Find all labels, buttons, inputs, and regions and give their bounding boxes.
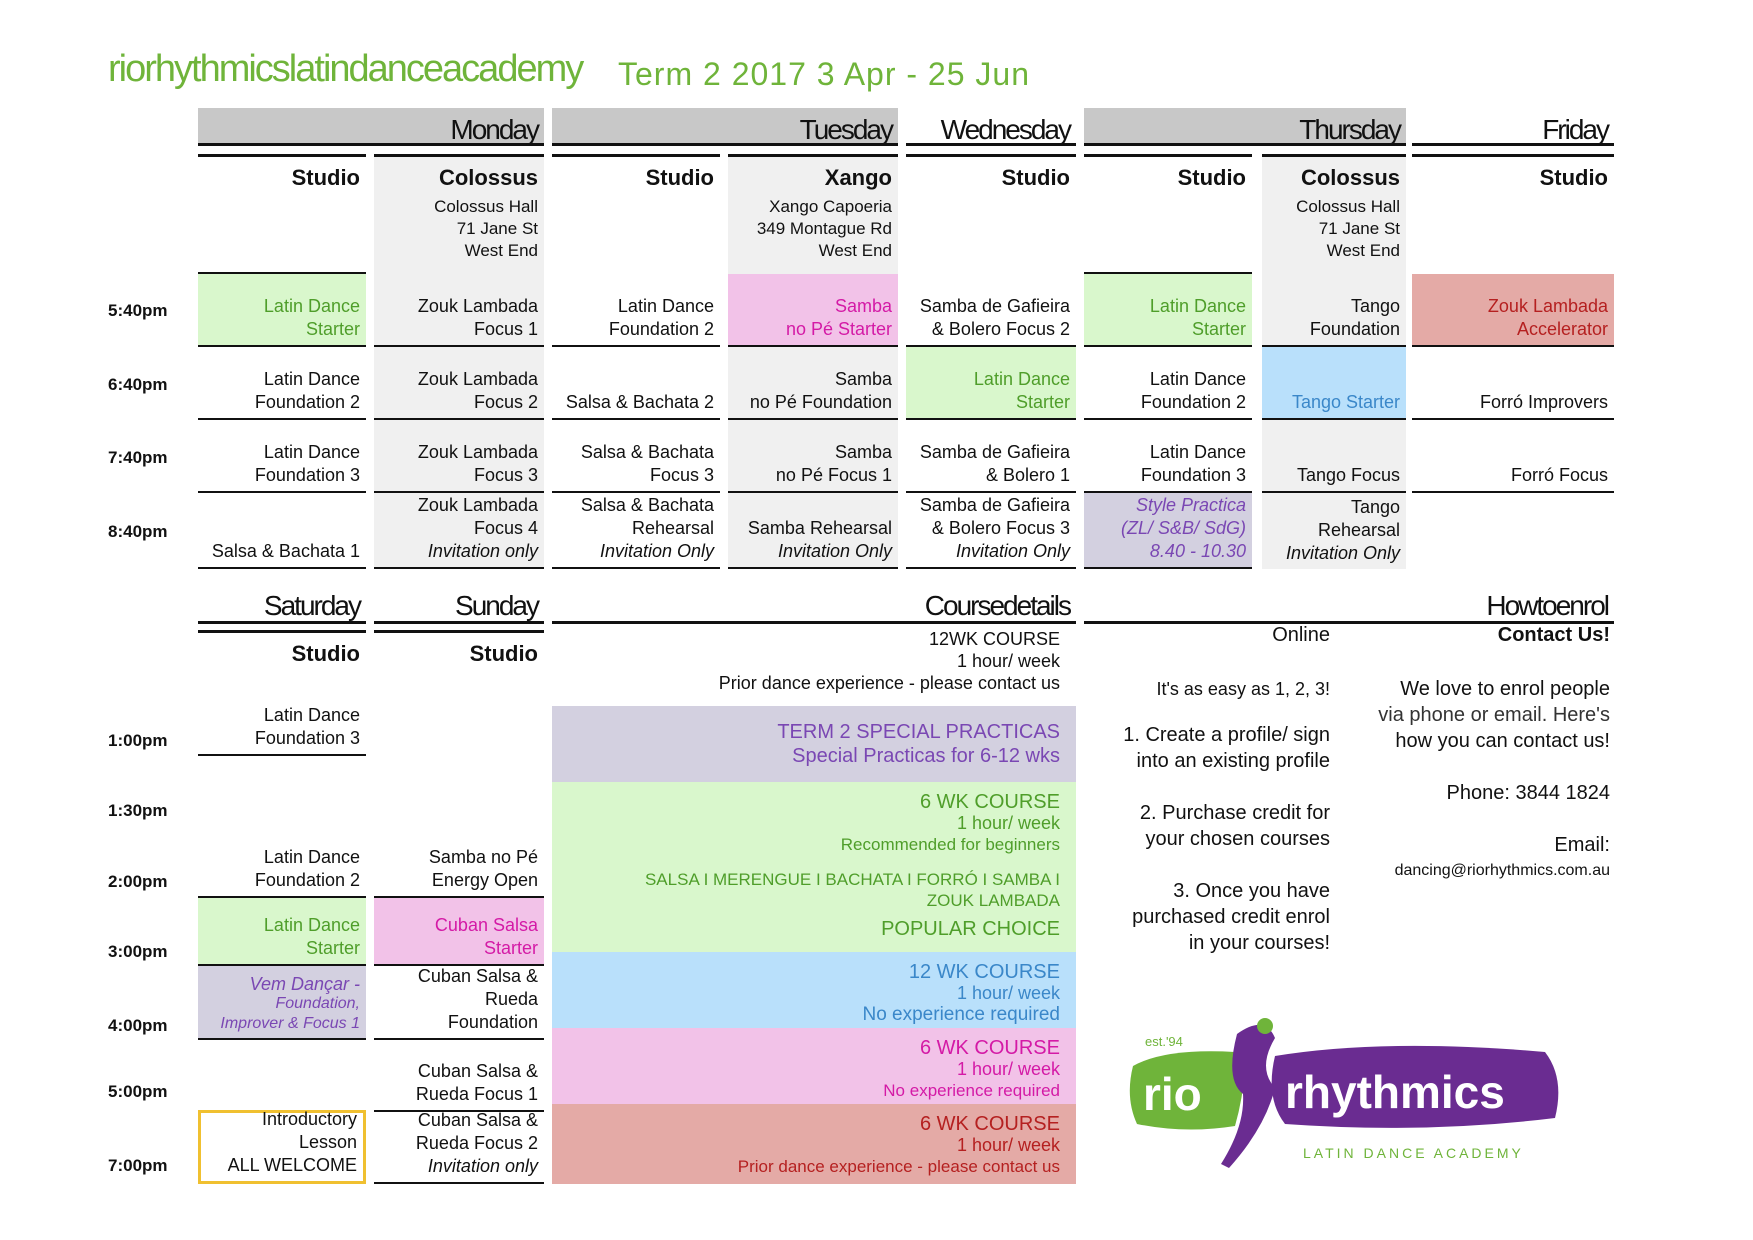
class-cell bbox=[374, 347, 544, 420]
time-label: 3:00pm bbox=[108, 942, 168, 961]
logo-est: est.'94 bbox=[1145, 1034, 1183, 1049]
class-level: Foundation 2 bbox=[254, 392, 360, 412]
class-level: Focus 4 bbox=[473, 518, 538, 538]
class-cell bbox=[198, 700, 366, 756]
class-note: ALL WELCOME bbox=[227, 1155, 357, 1175]
class-name: Zouk Lambada bbox=[417, 495, 538, 515]
course-title: 6 WK COURSE bbox=[919, 1037, 1060, 1059]
enrol-contact-info bbox=[1330, 676, 1610, 884]
class-cell bbox=[198, 272, 366, 347]
day-header-wednesday: Wednesday bbox=[906, 108, 1076, 146]
class-name: Salsa & Bachata bbox=[580, 495, 714, 515]
class-cell bbox=[906, 493, 1076, 569]
class-cell bbox=[728, 420, 898, 493]
class-name: Zouk Lambada bbox=[417, 369, 538, 389]
enrol-line: 1. Create a profile/ sign bbox=[1123, 724, 1330, 746]
course-note: Recommended for beginners bbox=[840, 835, 1060, 854]
class-name: Salsa & Bachata 2 bbox=[565, 392, 714, 412]
course-12wk-prior bbox=[552, 628, 1060, 694]
class-cell bbox=[552, 274, 720, 347]
class-name: Cuban Salsa & bbox=[417, 1061, 538, 1081]
class-cell bbox=[374, 274, 544, 347]
course-hours: 1 hour/ week bbox=[956, 1059, 1060, 1079]
class-name: Latin Dance bbox=[1149, 442, 1246, 462]
class-cell bbox=[906, 420, 1076, 493]
venue-thu-colossus bbox=[1262, 192, 1406, 274]
class-cell bbox=[728, 347, 898, 420]
class-cell bbox=[374, 1110, 544, 1184]
day-header-sunday: Sunday bbox=[374, 584, 544, 624]
class-level: & Bolero Focus 2 bbox=[931, 319, 1070, 339]
class-name: Latin Dance bbox=[1149, 369, 1246, 389]
col-head-tue-xango: Xango bbox=[728, 154, 898, 192]
class-cell bbox=[198, 347, 366, 420]
class-level: no Pé Focus 1 bbox=[775, 465, 892, 485]
class-name: Cuban Salsa & bbox=[417, 1110, 538, 1130]
time-label: 8:40pm bbox=[108, 522, 168, 541]
class-cell bbox=[1084, 347, 1252, 420]
course-styles: ZOUK LAMBADA bbox=[926, 891, 1060, 910]
class-cell bbox=[374, 840, 544, 896]
day-header-thursday: Thursday bbox=[1084, 108, 1406, 146]
enrol-line: We love to enrol people bbox=[1400, 678, 1610, 700]
class-note: 8.40 - 10.30 bbox=[1149, 541, 1246, 561]
class-cell bbox=[1262, 274, 1406, 347]
class-cell bbox=[1262, 493, 1406, 569]
time-label: 7:00pm bbox=[108, 1156, 168, 1175]
class-level: Foundation 2 bbox=[608, 319, 714, 339]
time-label: 4:00pm bbox=[108, 1016, 168, 1035]
class-level: Foundation, bbox=[275, 995, 360, 1012]
class-cell bbox=[728, 493, 898, 569]
class-level: Accelerator bbox=[1516, 319, 1608, 339]
enrol-line: into an existing profile bbox=[1136, 750, 1330, 772]
course-6wk-prior bbox=[552, 1104, 1076, 1184]
course-hours: 1 hour/ week bbox=[956, 813, 1060, 833]
venue-line: 71 Jane St bbox=[456, 219, 538, 238]
enrol-online-title: Online bbox=[1272, 624, 1330, 646]
venue-line: Colossus Hall bbox=[434, 197, 538, 216]
class-cell bbox=[1412, 347, 1614, 420]
venue-tue-xango bbox=[728, 192, 898, 274]
class-level: no Pé Starter bbox=[785, 319, 892, 339]
class-name: Latin Dance bbox=[973, 369, 1070, 389]
class-cell bbox=[374, 896, 544, 966]
class-level: Focus 2 bbox=[473, 392, 538, 412]
course-note: No experience required bbox=[862, 1004, 1060, 1025]
col-head-thu-studio: Studio bbox=[1084, 154, 1252, 192]
class-cell bbox=[1412, 274, 1614, 347]
email-label: Email: bbox=[1554, 834, 1610, 856]
class-level: & Bolero 1 bbox=[985, 465, 1070, 485]
class-note: Foundation bbox=[447, 1012, 538, 1032]
class-name: Samba de Gafieira bbox=[919, 495, 1070, 515]
course-hours: 1 hour/ week bbox=[956, 1135, 1060, 1155]
course-tag: POPULAR CHOICE bbox=[881, 918, 1060, 940]
enrol-online-steps bbox=[1084, 676, 1330, 956]
class-cell bbox=[198, 420, 366, 493]
class-level: Foundation 3 bbox=[254, 728, 360, 748]
time-label: 5:00pm bbox=[108, 1082, 168, 1101]
class-cell bbox=[1084, 272, 1252, 347]
class-level: Foundation 2 bbox=[1140, 392, 1246, 412]
venue-mon-colossus bbox=[374, 192, 544, 274]
class-level: Lesson bbox=[298, 1132, 357, 1152]
class-cell bbox=[1262, 420, 1406, 493]
venue-line: Colossus Hall bbox=[1296, 197, 1400, 216]
class-level: Starter bbox=[483, 938, 538, 958]
class-name: Samba bbox=[834, 442, 892, 462]
enrol-line: your chosen courses bbox=[1145, 828, 1330, 850]
class-level: Focus 1 bbox=[473, 319, 538, 339]
enrol-line: 2. Purchase credit for bbox=[1139, 802, 1330, 824]
class-cell bbox=[728, 274, 898, 347]
enrol-line: how you can contact us! bbox=[1395, 730, 1610, 752]
time-label: 1:00pm bbox=[108, 731, 168, 750]
class-name: Latin Dance bbox=[263, 442, 360, 462]
time-label: 1:30pm bbox=[108, 801, 168, 820]
class-name: Salsa & Bachata bbox=[580, 442, 714, 462]
class-cell bbox=[1084, 493, 1252, 569]
class-name: Salsa & Bachata 1 bbox=[211, 541, 360, 561]
col-head-sat-studio: Studio bbox=[198, 630, 366, 668]
venue-line: West End bbox=[1326, 241, 1400, 260]
class-level: Foundation 3 bbox=[1140, 465, 1246, 485]
class-level: & Bolero Focus 3 bbox=[931, 518, 1070, 538]
section-header-course-details: Coursedetails bbox=[552, 584, 1076, 624]
enrol-line: in your courses! bbox=[1188, 932, 1330, 954]
enrol-line: purchased credit enrol bbox=[1132, 906, 1330, 928]
class-note: Invitation only bbox=[427, 1156, 538, 1176]
course-12wk-no-experience bbox=[552, 952, 1076, 1028]
course-hours: 1 hour/ week bbox=[956, 983, 1060, 1003]
class-note: Invitation Only bbox=[777, 541, 892, 561]
class-level: Starter bbox=[1015, 392, 1070, 412]
class-level: Rehearsal bbox=[631, 518, 714, 538]
course-note: No experience required bbox=[883, 1081, 1060, 1100]
class-level: Foundation bbox=[1309, 319, 1400, 339]
col-head-mon-studio: Studio bbox=[198, 154, 366, 192]
class-level: Starter bbox=[1191, 319, 1246, 339]
enrol-line: It's as easy as 1, 2, 3! bbox=[1156, 679, 1330, 699]
class-cell bbox=[198, 840, 366, 896]
class-name: Latin Dance bbox=[263, 915, 360, 935]
course-6wk-no-experience bbox=[552, 1028, 1076, 1104]
enrol-contact-title: Contact Us! bbox=[1497, 624, 1610, 646]
class-note: Invitation Only bbox=[599, 541, 714, 561]
course-styles: SALSA I MERENGUE I BACHATA I FORRÓ I SAMBA I bbox=[644, 870, 1060, 889]
time-label: 2:00pm bbox=[108, 872, 168, 891]
col-head-fri-studio: Studio bbox=[1412, 154, 1614, 192]
time-label: 5:40pm bbox=[108, 301, 168, 320]
section-header-how-to-enrol: Howtoenrol bbox=[1084, 584, 1614, 624]
class-name: Samba de Gafieira bbox=[919, 296, 1070, 316]
col-head-tue-studio: Studio bbox=[552, 154, 720, 192]
logo-tagline: LATIN DANCE ACADEMY bbox=[1303, 1145, 1524, 1161]
class-name: Forró Improvers bbox=[1479, 392, 1608, 412]
logo-rio: rio bbox=[1143, 1068, 1202, 1120]
class-name: Zouk Lambada bbox=[1487, 296, 1608, 316]
class-cell bbox=[374, 420, 544, 493]
class-cell bbox=[374, 1040, 544, 1110]
class-cell bbox=[906, 274, 1076, 347]
day-header-saturday: Saturday bbox=[198, 584, 366, 624]
class-cell bbox=[198, 966, 366, 1040]
enrol-line: 3. Once you have bbox=[1173, 880, 1330, 902]
venue-line: 71 Jane St bbox=[1318, 219, 1400, 238]
class-name: Latin Dance bbox=[263, 369, 360, 389]
class-level: Rehearsal bbox=[1317, 520, 1400, 540]
class-name: Latin Dance bbox=[263, 847, 360, 867]
class-name: Tango bbox=[1350, 497, 1400, 517]
course-title: 6 WK COURSE bbox=[919, 1113, 1060, 1135]
class-name: Tango bbox=[1350, 296, 1400, 316]
class-level: Starter bbox=[305, 319, 360, 339]
enrol-line: via phone or email. Here's bbox=[1378, 704, 1610, 726]
class-cell bbox=[1412, 420, 1614, 493]
venue-line: West End bbox=[818, 241, 892, 260]
class-name: Latin Dance bbox=[617, 296, 714, 316]
logo-rhythmics: rhythmics bbox=[1285, 1066, 1505, 1118]
course-6wk-beginners bbox=[552, 782, 1076, 952]
class-level: Focus 3 bbox=[649, 465, 714, 485]
class-cell bbox=[374, 966, 544, 1040]
class-name: Samba bbox=[834, 296, 892, 316]
academy-title: riorhythmicslatindanceacademy bbox=[108, 48, 583, 90]
course-title: TERM 2 SPECIAL PRACTICAS bbox=[777, 721, 1060, 743]
class-cell bbox=[552, 493, 720, 569]
class-name: Cuban Salsa bbox=[434, 915, 538, 935]
email-address[interactable]: dancing@riorhythmics.com.au bbox=[1394, 862, 1610, 879]
logo-graphic bbox=[1125, 1008, 1585, 1183]
course-hours: 1 hour/ week bbox=[956, 651, 1060, 671]
class-level: Rueda Focus 2 bbox=[415, 1133, 538, 1153]
class-name: Samba bbox=[834, 369, 892, 389]
class-cell bbox=[552, 347, 720, 420]
class-note: Improver & Focus 1 bbox=[220, 1015, 360, 1032]
class-name: Style Practica bbox=[1135, 495, 1246, 515]
class-level: Starter bbox=[305, 938, 360, 958]
class-cell bbox=[198, 493, 366, 569]
class-level: Focus 3 bbox=[473, 465, 538, 485]
class-cell bbox=[552, 420, 720, 493]
class-cell-introductory bbox=[198, 1110, 366, 1184]
venue-line: West End bbox=[464, 241, 538, 260]
class-name: Zouk Lambada bbox=[417, 442, 538, 462]
time-label: 6:40pm bbox=[108, 375, 168, 394]
class-level: Rueda Focus 1 bbox=[415, 1084, 538, 1104]
course-special-practicas bbox=[552, 706, 1076, 782]
class-cell bbox=[1084, 420, 1252, 493]
rio-rhythmics-logo bbox=[1125, 1008, 1585, 1183]
class-name: Vem Dançar - bbox=[249, 974, 360, 994]
class-level: no Pé Foundation bbox=[749, 392, 892, 412]
class-name: Tango Starter bbox=[1291, 392, 1400, 412]
class-level: (ZL/ S&B/ SdG) bbox=[1120, 518, 1246, 538]
col-head-mon-colossus: Colossus bbox=[374, 154, 544, 192]
class-cell bbox=[374, 493, 544, 569]
class-name: Latin Dance bbox=[263, 705, 360, 725]
class-name: Zouk Lambada bbox=[417, 296, 538, 316]
day-header-friday: Friday bbox=[1412, 108, 1614, 146]
class-name: Samba de Gafieira bbox=[919, 442, 1070, 462]
class-note: Invitation only bbox=[427, 541, 538, 561]
logo-dancer-head bbox=[1257, 1018, 1273, 1034]
course-note: Special Practicas for 6-12 wks bbox=[792, 745, 1060, 767]
class-note: Invitation Only bbox=[955, 541, 1070, 561]
course-note: Prior dance experience - please contact us bbox=[718, 673, 1060, 693]
class-name: Introductory bbox=[261, 1109, 357, 1129]
class-cell bbox=[198, 896, 366, 966]
class-name: Samba no Pé bbox=[428, 847, 538, 867]
term-dates: Term 2 2017 3 Apr - 25 Jun bbox=[618, 56, 1030, 92]
day-header-monday: Monday bbox=[198, 108, 544, 146]
class-name: Samba Rehearsal bbox=[747, 518, 892, 538]
course-note: Prior dance experience - please contact us bbox=[737, 1157, 1060, 1176]
class-name: Latin Dance bbox=[263, 296, 360, 316]
class-cell bbox=[1262, 347, 1406, 420]
class-level: Rueda bbox=[484, 989, 538, 1009]
day-header-tuesday: Tuesday bbox=[552, 108, 898, 146]
col-head-wed-studio: Studio bbox=[906, 154, 1076, 192]
course-title: 12 WK COURSE bbox=[908, 961, 1060, 983]
venue-line: Xango Capoeria bbox=[769, 197, 892, 216]
col-head-thu-colossus: Colossus bbox=[1262, 154, 1406, 192]
class-level: Foundation 2 bbox=[254, 870, 360, 890]
phone-number[interactable]: Phone: 3844 1824 bbox=[1446, 782, 1610, 804]
class-name: Forró Focus bbox=[1510, 465, 1608, 485]
class-name: Cuban Salsa & bbox=[417, 966, 538, 986]
venue-line: 349 Montague Rd bbox=[756, 219, 892, 238]
class-note: Invitation Only bbox=[1285, 543, 1400, 563]
course-title: 12WK COURSE bbox=[928, 629, 1060, 649]
class-name: Latin Dance bbox=[1149, 296, 1246, 316]
class-level: Foundation 3 bbox=[254, 465, 360, 485]
time-label: 7:40pm bbox=[108, 448, 168, 467]
class-cell bbox=[906, 347, 1076, 420]
course-title: 6 WK COURSE bbox=[919, 791, 1060, 813]
col-head-sun-studio: Studio bbox=[374, 630, 544, 668]
class-level: Energy Open bbox=[431, 870, 538, 890]
class-name: Tango Focus bbox=[1296, 465, 1400, 485]
